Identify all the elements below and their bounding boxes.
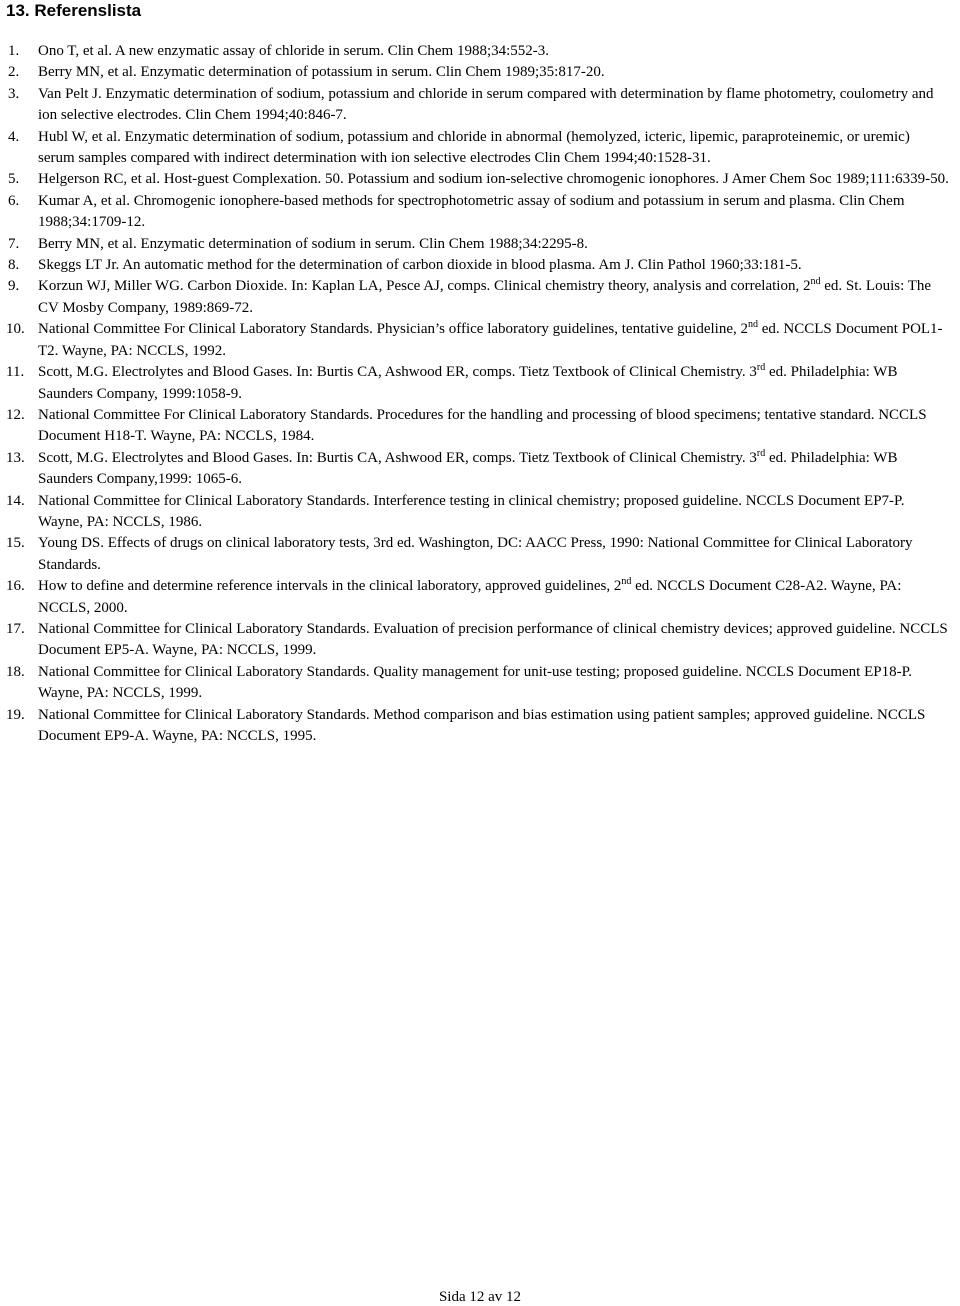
reference-number: 13. (6, 449, 25, 466)
reference-text-segment: Kumar A, et al. Chromogenic ionophere-based methods for spectrophotometric assay of sodium and potassium in serum and plasma. Clin Chem 1988;34:1709-12. (38, 192, 905, 231)
reference-text-segment: ed. NCCLS Document POL1-T2. Wayne, PA: NCCLS, 1992. (38, 321, 943, 359)
ordinal-superscript: nd (810, 276, 821, 288)
reference-number: 1. (8, 43, 20, 59)
reference-item (0, 705, 950, 748)
reference-number: 19. (6, 706, 25, 723)
reference-item (0, 448, 950, 491)
reference-item (0, 234, 950, 255)
reference-text (38, 129, 910, 166)
reference-number: 4. (8, 128, 20, 145)
reference-text-segment: National Committee for Clinical Laboratory Standards. Quality management for unit-use testing; proposed guideline. NCCLS Document EP18-P. Wayne, PA: NCCLS, 1999. (38, 663, 913, 702)
reference-item (0, 191, 950, 234)
reference-text-segment: National Committee For Clinical Laboratory Standards. Procedures for the handling and processing of blood specimens; tentative standard. NCCLS Document H18-T. Wayne, PA: NCCLS, 1984. (38, 406, 927, 445)
reference-text (38, 278, 931, 315)
reference-text-segment: National Committee for Clinical Laboratory Standards. Method comparison and bias estimation using patient samples; approved guideline. NCCLS Document EP9-A. Wayne, PA: NCCLS, 1995. (38, 706, 926, 744)
reference-text (38, 236, 588, 252)
reference-text (38, 257, 802, 273)
reference-number: 7. (8, 235, 20, 252)
reference-text-segment: Korzun WJ, Miller WG. Carbon Dioxide. In: Kaplan LA, Pesce AJ, comps. Clinical chemistry theory, analysis and correlation, 2 (38, 278, 811, 295)
reference-text (38, 171, 949, 187)
reference-text-segment: Skeggs LT Jr. An automatic method for the determination of carbon dioxide in blood plasma. Am J. Clin Pathol 1960;33:181-5. (38, 257, 802, 274)
reference-item (0, 405, 950, 448)
reference-item (0, 491, 950, 534)
reference-text-segment: How to define and determine reference intervals in the clinical laboratory, approved guidelines, 2 (38, 578, 622, 595)
reference-text-segment: Hubl W, et al. Enzymatic determination of sodium, potassium and chloride in abnormal (hemolyzed, icteric, lipemic, paraproteinemic, or uremic) serum samples compared with indirect determination with ion selective electrodes Clin Chem 1994;40:1528-31. (38, 128, 910, 167)
reference-number: 3. (8, 85, 20, 102)
reference-text (38, 321, 943, 358)
reference-item (0, 533, 950, 576)
reference-text (38, 193, 905, 230)
reference-text (38, 407, 927, 444)
reference-text (38, 621, 948, 658)
reference-text-segment: ed. Philadelphia: WB Saunders Company, 1999:1058-9. (38, 364, 898, 402)
reference-text (38, 64, 605, 80)
reference-text-segment: Scott, M.G. Electrolytes and Blood Gases. In: Burtis CA, Ashwood ER, comps. Tietz Textbook of Clinical Chemistry. 3 (38, 364, 757, 381)
reference-item (0, 276, 950, 319)
reference-text (38, 535, 913, 572)
ordinal-superscript: rd (756, 362, 766, 374)
reference-text-segment: National Committee for Clinical Laboratory Standards. Interference testing in clinical chemistry; proposed guideline. NCCLS Document EP7-P. Wayne, PA: NCCLS, 1986. (38, 492, 905, 530)
reference-number: 14. (6, 492, 25, 509)
reference-number: 16. (6, 578, 25, 595)
reference-number: 10. (6, 321, 25, 338)
reference-text (38, 364, 897, 401)
reference-item (0, 662, 950, 705)
ordinal-superscript: nd (621, 576, 632, 588)
reference-number: 5. (8, 171, 20, 188)
reference-item (0, 62, 950, 83)
reference-text (38, 707, 925, 744)
reference-text-segment: ed. Philadelphia: WB Saunders Company,1999: 1065-6. (38, 449, 898, 488)
reference-number: 15. (6, 535, 25, 552)
reference-number: 9. (8, 278, 20, 295)
reference-text (38, 493, 904, 530)
reference-text-segment: Young DS. Effects of drugs on clinical laboratory tests, 3rd ed. Washington, DC: AACC Press, 1990: National Committee for Clinical Laboratory Standards. (38, 535, 913, 573)
reference-number: 6. (8, 192, 20, 209)
reference-number: 17. (6, 620, 25, 637)
reference-number: 2. (8, 64, 20, 81)
reference-item (0, 362, 950, 405)
reference-text (38, 664, 912, 701)
reference-text-segment: National Committee for Clinical Laboratory Standards. Evaluation of precision performance of clinical chemistry devices; approved guideline. NCCLS Document EP5-A. Wayne, PA: NCCLS, 1999. (38, 620, 948, 659)
ordinal-superscript: rd (756, 447, 766, 459)
reference-text-segment: Berry MN, et al. Enzymatic determination of sodium in serum. Clin Chem 1988;34:2295-8. (38, 235, 588, 252)
reference-item (0, 319, 950, 362)
reference-item (0, 127, 950, 170)
reference-item (0, 169, 950, 190)
reference-text-segment: Ono T, et al. A new enzymatic assay of chloride in serum. Clin Chem 1988;34:552-3. (38, 43, 550, 59)
reference-text-segment: National Committee For Clinical Laboratory Standards. Physician’s office laboratory guidelines, tentative guideline, 2 (38, 321, 748, 338)
reference-item (0, 84, 950, 127)
reference-text (38, 578, 901, 615)
reference-number: 8. (8, 257, 20, 274)
reference-item (0, 619, 950, 662)
reference-item (0, 576, 950, 619)
reference-number: 11. (6, 364, 25, 381)
reference-text-segment: Scott, M.G. Electrolytes and Blood Gases. In: Burtis CA, Ashwood ER, comps. Tietz Textbook of Clinical Chemistry. 3 (38, 449, 757, 466)
reference-text-segment: ed. St. Louis: The CV Mosby Company, 1989:869-72. (38, 278, 932, 316)
reference-number: 12. (6, 406, 25, 423)
reference-text-segment: Helgerson RC, et al. Host-guest Complexation. 50. Potassium and sodium ion-selective chromogenic ionophores. J Amer Chem Soc 1989;111:6339-50. (38, 171, 949, 188)
reference-text (38, 43, 549, 59)
page-title: 13. Referenslista (6, 1, 142, 20)
ordinal-superscript: nd (747, 319, 758, 331)
reference-text (38, 86, 933, 123)
reference-list (0, 41, 950, 747)
reference-item (0, 255, 950, 276)
reference-number: 18. (6, 663, 25, 680)
reference-item (0, 41, 950, 62)
reference-text-segment: Van Pelt J. Enzymatic determination of sodium, potassium and chloride in serum compared with determination by flame photometry, coulometry and ion selective electrodes. Clin Chem 1994;40:846-7. (38, 85, 934, 124)
reference-text-segment: Berry MN, et al. Enzymatic determination of potassium in serum. Clin Chem 1989;35:817-20. (38, 64, 605, 81)
reference-text (38, 447, 898, 488)
reference-text-segment: ed. NCCLS Document C28-A2. Wayne, PA: NCCLS, 2000. (38, 578, 902, 616)
page-footer: Sida 12 av 12 (438, 1289, 522, 1305)
